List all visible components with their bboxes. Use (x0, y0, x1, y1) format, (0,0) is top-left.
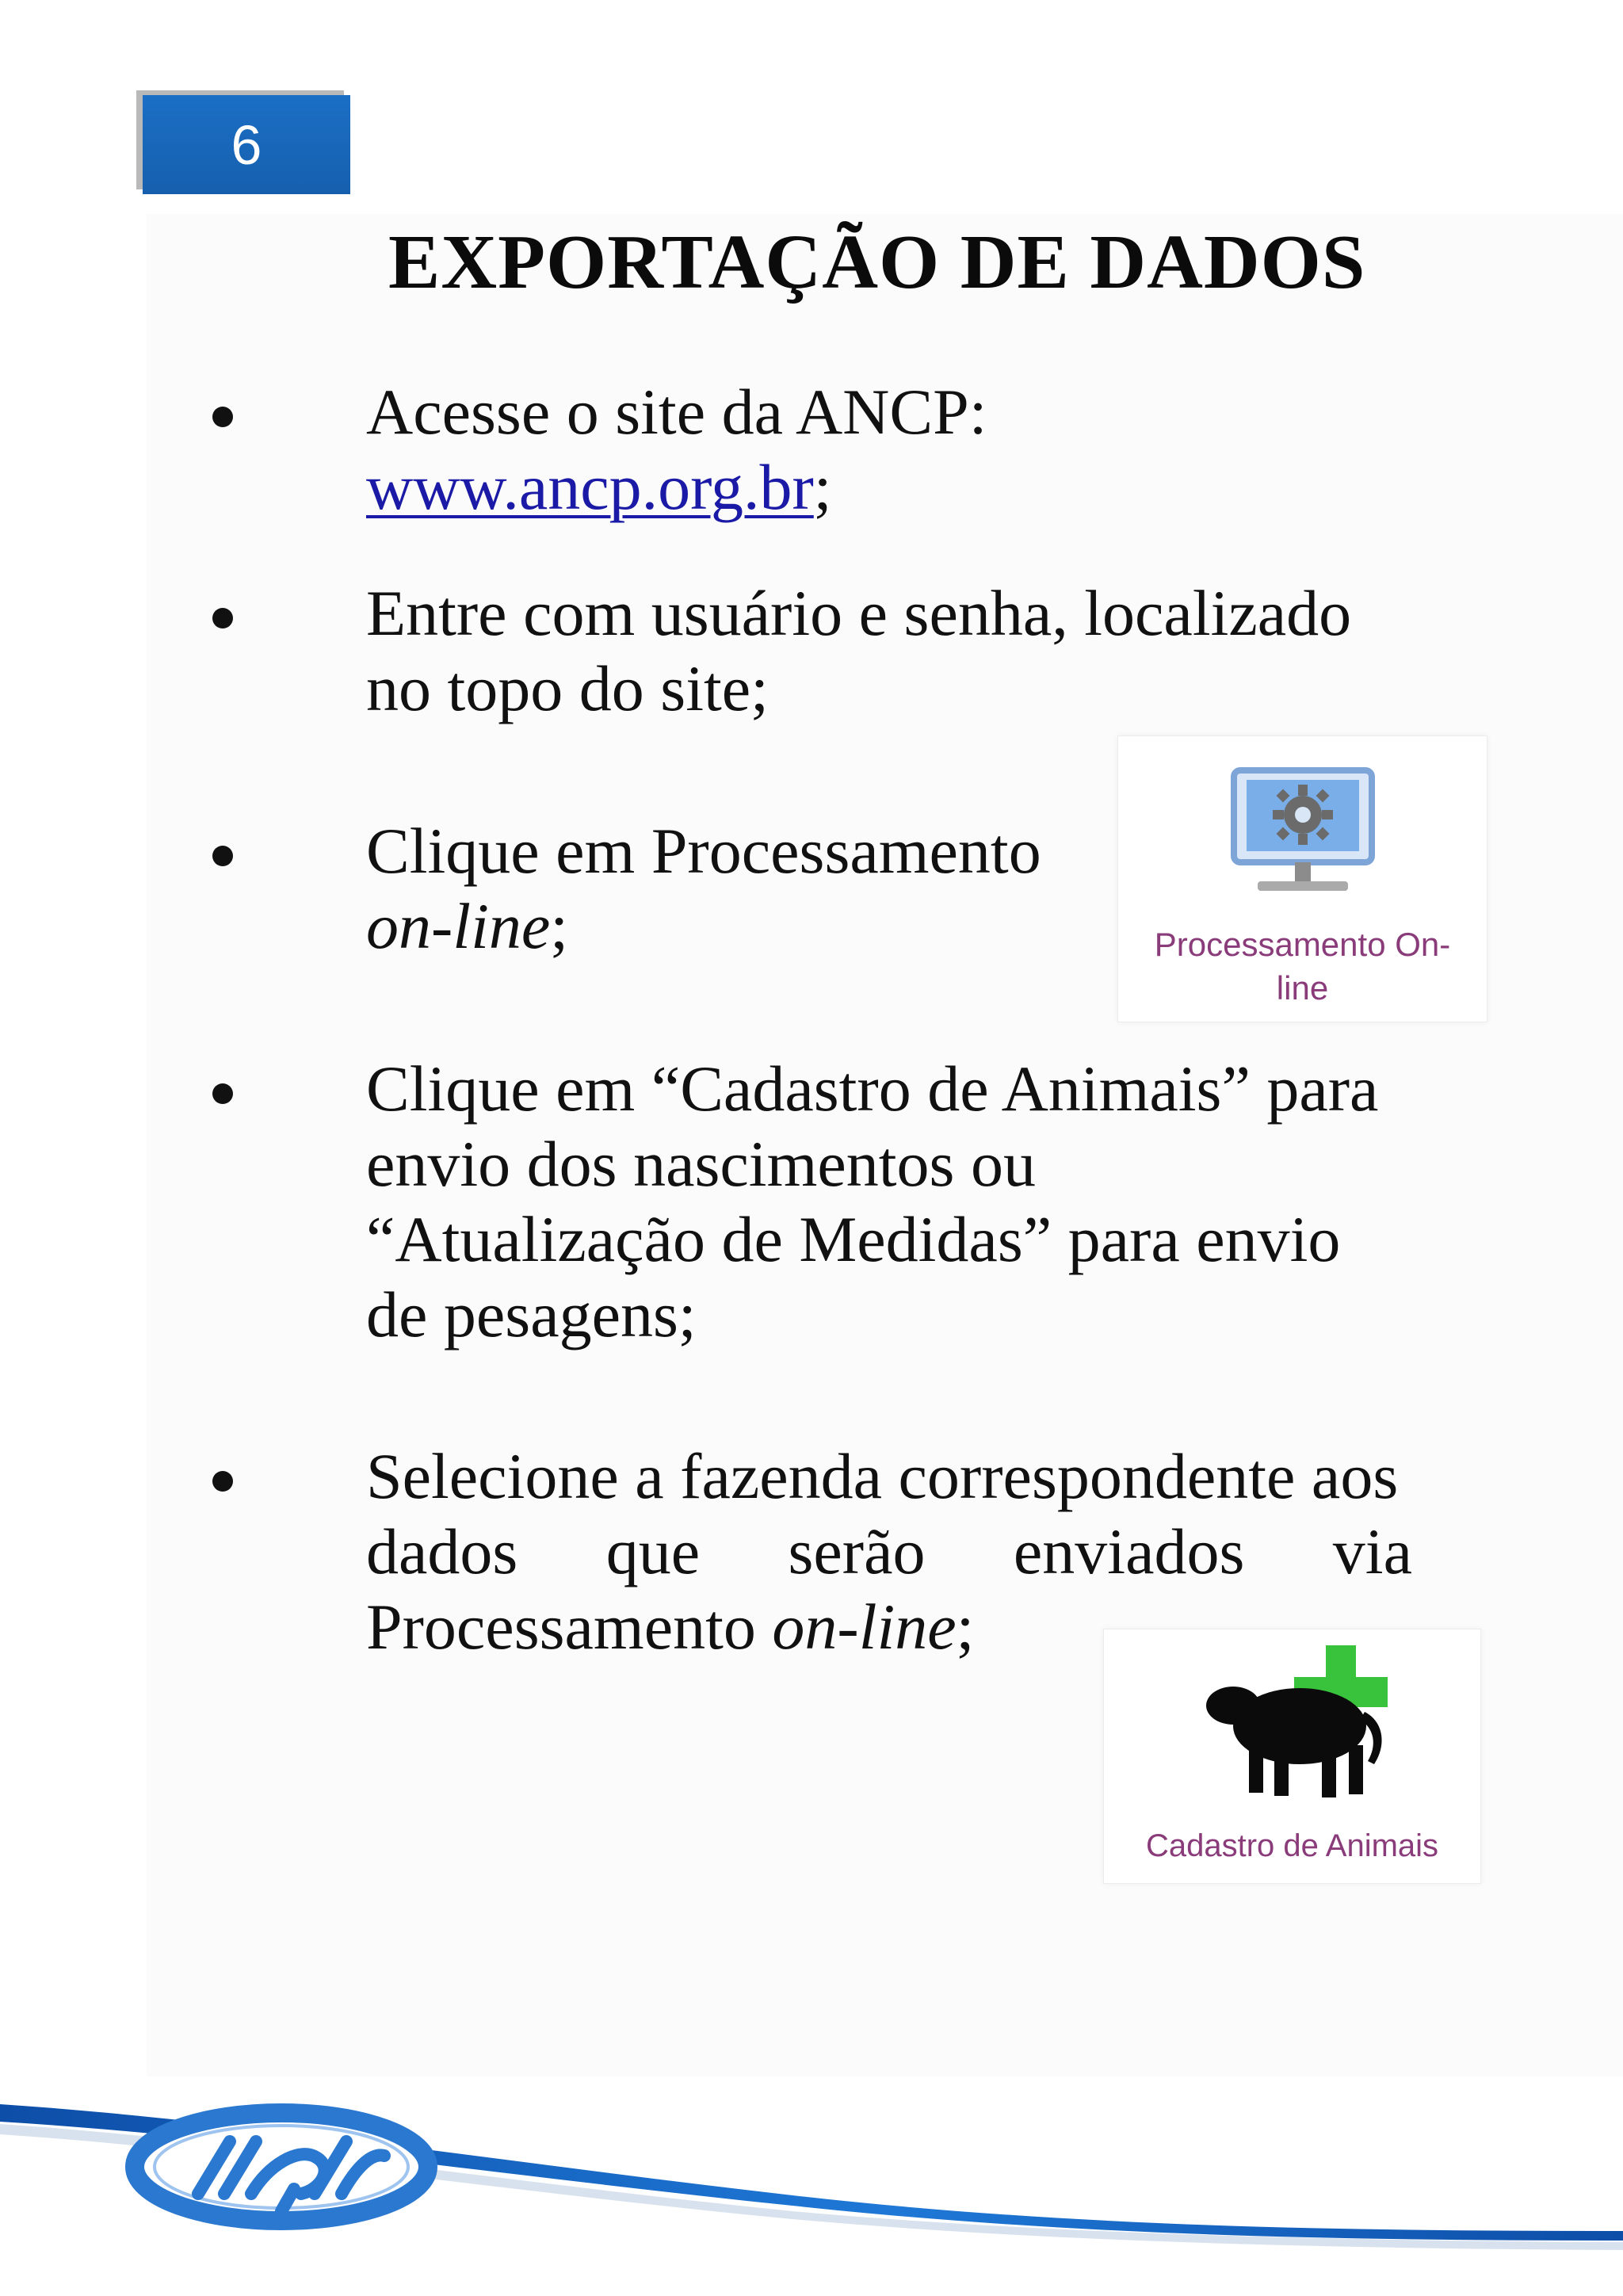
monitor-gear-icon (1228, 764, 1378, 899)
step-5-line-2 (366, 1514, 1412, 1589)
step-3-line-1: Clique em Processamento (366, 815, 1041, 887)
step-5-word: serão (788, 1515, 926, 1587)
step-5-line-1: Selecione a fazenda correspondente aos (366, 1440, 1399, 1512)
step-5-line-3-prefix: Processamento (366, 1591, 773, 1663)
step-1-text: Acesse o site da ANCP: (366, 376, 987, 448)
page-number-badge (143, 95, 350, 194)
step-5-word: dados (366, 1515, 518, 1587)
step-2-line-1: Entre com usuário e senha, localizado (366, 577, 1352, 649)
step-2-line-2: no topo do site; (366, 652, 769, 724)
page-number: 6 (231, 113, 262, 176)
step-3-suffix: ; (550, 890, 569, 962)
bullet-icon (212, 608, 233, 628)
step-4-line-3: “Atualização de Medidas” para envio (366, 1203, 1341, 1275)
bullet-icon (212, 846, 233, 866)
page-title: EXPORTAÇÃO DE DADOS (388, 220, 1366, 305)
cadastro-label: Cadastro de Animais (1145, 1828, 1439, 1863)
step-4-line-2: envio dos nascimentos ou (366, 1128, 1036, 1200)
step-4-line-1: Clique em “Cadastro de Animais” para (366, 1052, 1379, 1125)
step-5-suffix: ; (956, 1591, 975, 1663)
bullet-icon (212, 407, 233, 427)
instruction-step-2 (366, 575, 1351, 726)
cadastro-animais-card[interactable] (1103, 1629, 1481, 1884)
processamento-label-line-1: Processamento On- (1154, 926, 1451, 963)
step-5-word: que (605, 1515, 701, 1587)
instruction-step-4 (366, 1051, 1378, 1352)
step-1-suffix: ; (813, 451, 832, 523)
cow-plus-icon (1195, 1645, 1409, 1812)
step-3-line-2 (366, 888, 1041, 964)
ancp-logo-icon (115, 2100, 448, 2235)
instruction-step-1 (366, 374, 987, 525)
step-5-online: on-line (772, 1591, 957, 1663)
step-5-word: via (1332, 1515, 1412, 1587)
bullet-icon (212, 1471, 233, 1492)
bullet-icon (212, 1083, 233, 1104)
ancp-site-link[interactable]: www.ancp.org.br (366, 451, 814, 523)
step-5-word: enviados (1013, 1515, 1245, 1587)
step-3-online: on-line (366, 890, 551, 962)
step-1-link-line (366, 449, 987, 525)
instruction-step-3 (366, 813, 1041, 964)
processamento-label-line-2: line (1276, 969, 1329, 1007)
step-4-line-4: de pesagens; (366, 1278, 697, 1350)
processamento-online-card[interactable] (1117, 735, 1487, 1022)
